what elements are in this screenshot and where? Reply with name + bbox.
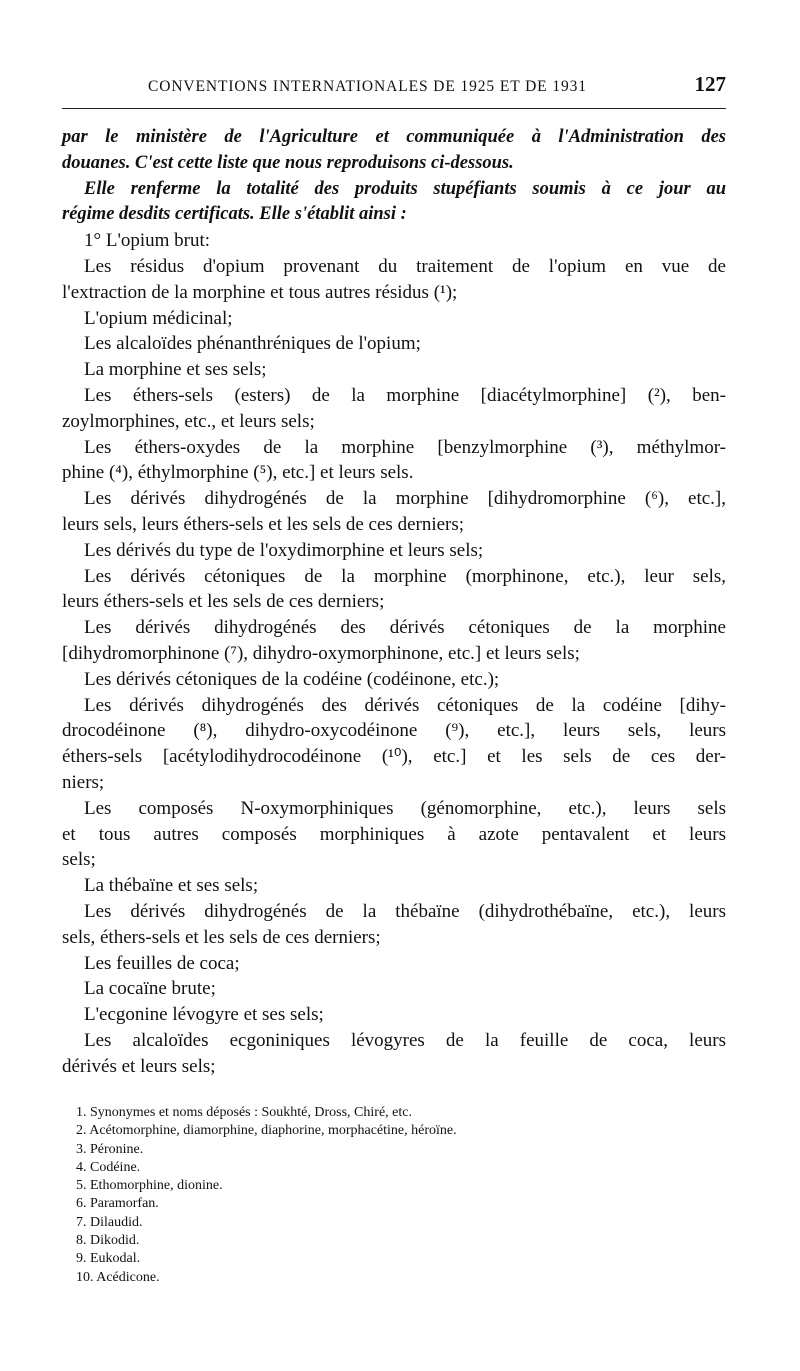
text-line: Elle renferme la totalité des produits stupéfiants soumis à ce jour au bbox=[84, 178, 726, 199]
footnote: 2. Acétomorphine, diamorphine, diaphorine, morphacétine, héroïne. bbox=[76, 1123, 457, 1139]
text-line: Les dérivés dihydrogénés de la morphine [dihydromorphine (⁶), etc.], bbox=[84, 488, 726, 510]
header-rule bbox=[62, 108, 726, 109]
text-line: l'extraction de la morphine et tous autres résidus (¹); bbox=[62, 281, 458, 303]
text-line: Les composés N-oxymorphiniques (génomorphine, etc.), leurs sels bbox=[84, 797, 726, 819]
running-title: CONVENTIONS INTERNATIONALES DE 1925 ET DE 1931 bbox=[148, 78, 587, 95]
text-line: Les dérivés du type de l'oxydimorphine et leurs sels; bbox=[84, 539, 484, 561]
text-line: zoylmorphines, etc., et leurs sels; bbox=[62, 410, 315, 432]
footnote: 8. Dikodid. bbox=[76, 1233, 140, 1249]
text-line: sels; bbox=[62, 849, 96, 871]
page-number: 127 bbox=[694, 72, 726, 96]
footnote: 3. Péronine. bbox=[76, 1141, 144, 1157]
text-line: La cocaïne brute; bbox=[84, 978, 216, 1000]
text-line: Les dérivés dihydrogénés de la thébaïne (dihydrothébaïne, etc.), leurs bbox=[84, 900, 726, 922]
text-line: L'opium médicinal; bbox=[84, 307, 233, 329]
footnotes bbox=[76, 1104, 726, 1287]
text-line: Les alcaloïdes ecgoniniques lévogyres de la feuille de coca, leurs bbox=[84, 1029, 726, 1051]
text-line: Les feuilles de coca; bbox=[84, 952, 240, 974]
text-line: Les éthers-sels (esters) de la morphine [diacétylmorphine] (²), ben- bbox=[84, 384, 726, 406]
text-line: et tous autres composés morphiniques à azote pentavalent et leurs bbox=[62, 823, 726, 845]
text-line: sels, éthers-sels et les sels de ces derniers; bbox=[62, 926, 381, 948]
text-line: douanes. C'est cette liste que nous reproduisons ci-dessous. bbox=[62, 152, 514, 173]
text-line: La morphine et ses sels; bbox=[84, 359, 267, 381]
text-line: Les résidus d'opium provenant du traitement de l'opium en vue de bbox=[84, 255, 726, 277]
text-line: leurs sels, leurs éthers-sels et les sels de ces derniers; bbox=[62, 513, 465, 535]
footnote: 5. Ethomorphine, dionine. bbox=[76, 1178, 223, 1194]
text-line: La thébaïne et ses sels; bbox=[84, 875, 259, 897]
footnote: 7. Dilaudid. bbox=[76, 1214, 143, 1230]
text-line: éthers-sels [acétylodihydrocodéinone (¹⁰), etc.] et les sels de ces der- bbox=[62, 746, 726, 768]
text-line: [dihydromorphinone (⁷), dihydro-oxymorphinone, etc.] et leurs sels; bbox=[62, 642, 580, 664]
footnote: 4. Codéine. bbox=[76, 1159, 141, 1175]
footnote: 6. Paramorfan. bbox=[76, 1196, 159, 1212]
text-line: 1° L'opium brut: bbox=[84, 230, 211, 252]
text-line: Les alcaloïdes phénanthréniques de l'opium; bbox=[84, 333, 421, 355]
text-line: phine (⁴), éthylmorphine (⁵), etc.] et leurs sels. bbox=[62, 462, 414, 484]
footnote: 9. Eukodal. bbox=[76, 1251, 141, 1267]
text-line: leurs éthers-sels et les sels de ces derniers; bbox=[62, 591, 385, 613]
text-line: Les éthers-oxydes de la morphine [benzylmorphine (³), méthylmor- bbox=[84, 436, 726, 458]
text-line: drocodéinone (⁸), dihydro-oxycodéinone (⁹), etc.], leurs sels, leurs bbox=[62, 720, 726, 742]
text-line: Les dérivés cétoniques de la morphine (morphinone, etc.), leur sels, bbox=[84, 565, 726, 587]
text-line: L'ecgonine lévogyre et ses sels; bbox=[84, 1004, 324, 1026]
text-line: par le ministère de l'Agriculture et communiquée à l'Administration des bbox=[62, 127, 726, 147]
footnote: 1. Synonymes et noms déposés : Soukhté, Dross, Chiré, etc. bbox=[76, 1105, 412, 1120]
text-line: Les dérivés cétoniques de la codéine (codéinone, etc.); bbox=[84, 668, 500, 690]
text-line: Les dérivés dihydrogénés des dérivés cétoniques de la morphine bbox=[84, 617, 726, 639]
page-header bbox=[62, 70, 726, 104]
body-text bbox=[62, 125, 726, 1079]
text-line: Les dérivés dihydrogénés des dérivés cétoniques de la codéine [dihy- bbox=[84, 694, 726, 716]
text-line: niers; bbox=[62, 771, 105, 793]
text-line: régime desdits certificats. Elle s'établit ainsi : bbox=[62, 204, 407, 225]
footnote: 10. Acédicone. bbox=[76, 1269, 160, 1285]
text-line: dérivés et leurs sels; bbox=[62, 1055, 216, 1077]
